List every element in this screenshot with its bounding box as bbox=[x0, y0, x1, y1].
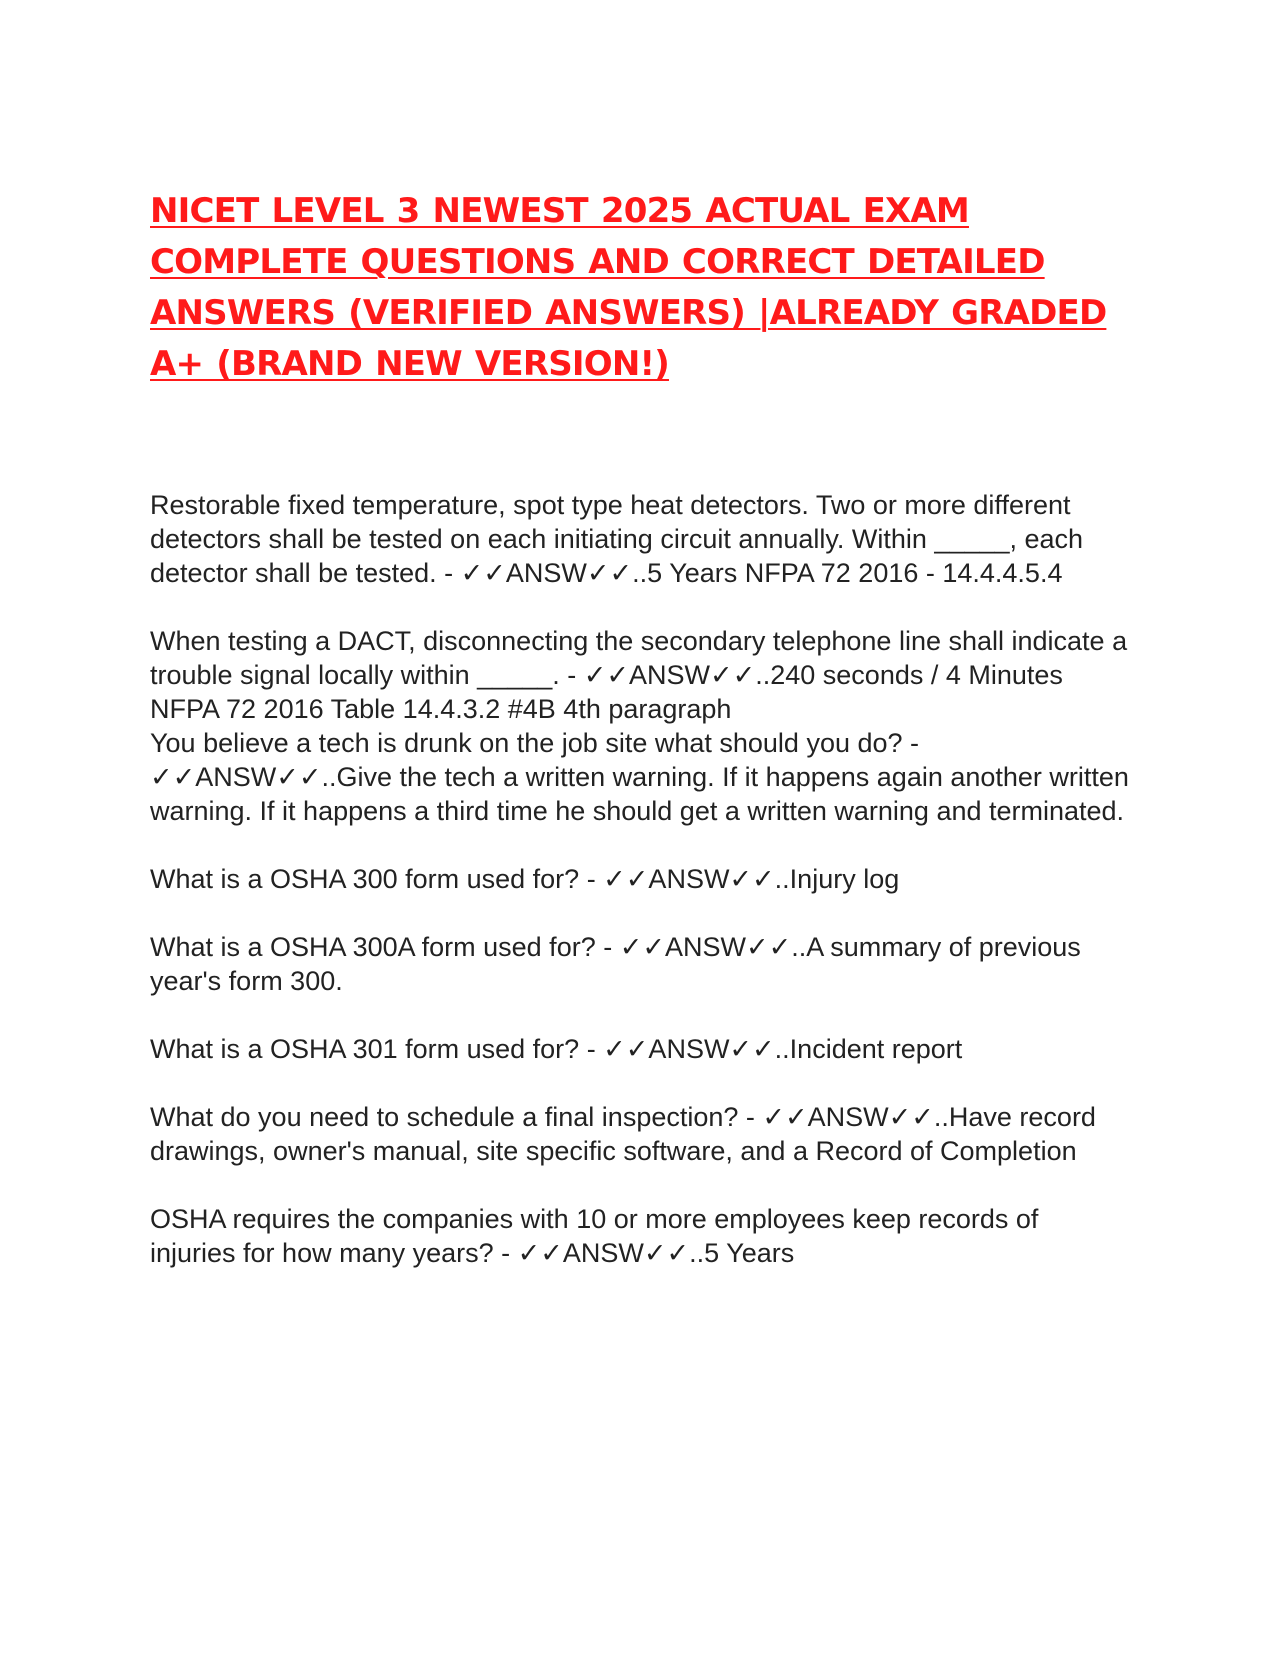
qa-item-heat-detectors: Restorable fixed temperature, spot type heat detectors. Two or more different detectors shall be tested on each initiating circuit annually. Within _____, each detector shall be tested. - ✓✓ANSW✓✓..5 Years NFPA 72 2016 - 14.4.4.5.4 bbox=[150, 490, 1084, 588]
document-title: NICET LEVEL 3 NEWEST 2025 ACTUAL EXAM COMPLETE QUESTIONS AND CORRECT DETAILED ANSWERS (VERIFIED ANSWERS) |ALREADY GRADED A+ (BRAND NEW VERSION!) bbox=[150, 191, 1107, 384]
qa-item-osha-records: OSHA requires the companies with 10 or more employees keep records of injuries for how many years? - ✓✓ANSW✓✓..5 Years bbox=[150, 1204, 1039, 1268]
qa-item-osha-301: What is a OSHA 301 form used for? - ✓✓ANSW✓✓..Incident report bbox=[150, 1034, 963, 1064]
qa-item-osha-300a: What is a OSHA 300A form used for? - ✓✓ANSW✓✓..A summary of previous year's form 300. bbox=[150, 932, 1081, 996]
qa-item-final-inspection: What do you need to schedule a final inspection? - ✓✓ANSW✓✓..Have record drawings, owner's manual, site specific software, and a Record of Completion bbox=[150, 1102, 1096, 1166]
qa-item-osha-300: What is a OSHA 300 form used for? - ✓✓ANSW✓✓..Injury log bbox=[150, 864, 900, 894]
document-body bbox=[150, 488, 1130, 1270]
qa-item-dact: When testing a DACT, disconnecting the secondary telephone line shall indicate a trouble signal locally within _____. - ✓✓ANSW✓✓..240 seconds / 4 Minutes NFPA 72 2016 Table 14.4.3.2 #4B 4th paragraph bbox=[150, 626, 1128, 724]
qa-item-drunk-tech: You believe a tech is drunk on the job site what should you do? - ✓✓ANSW✓✓..Give the tech a written warning. If it happens again another written warning. If it happens a third time he should get a written warning and terminated. bbox=[150, 728, 1129, 826]
